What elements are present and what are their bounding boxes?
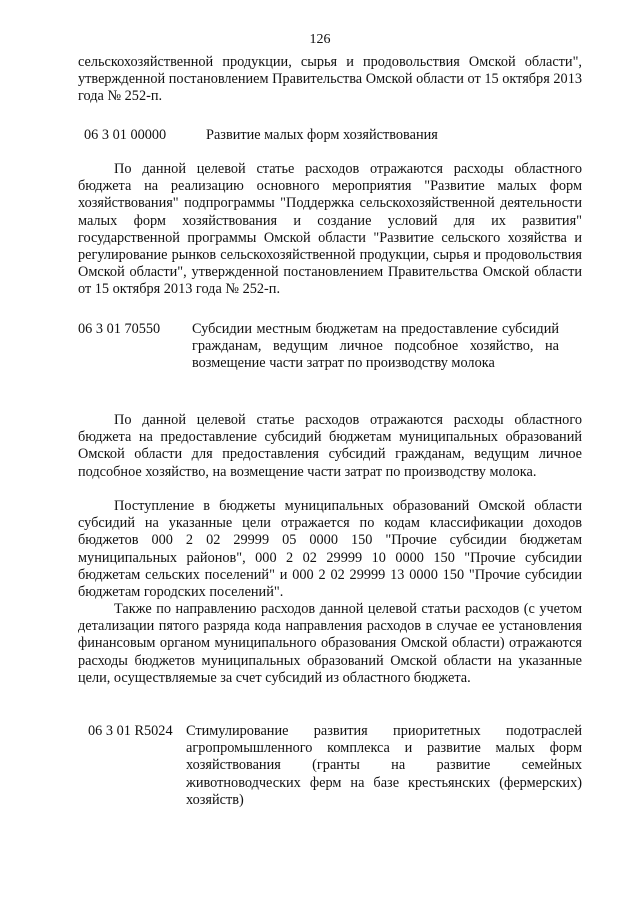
- section-heading: [78, 321, 582, 391]
- section-code: 06 3 01 R5024: [88, 723, 173, 739]
- section-paragraph: Поступление в бюджеты муниципальных образований Омской области субсидий на указанные цели отражается по кодам классификации доходов бюджетов 000 2 02 29999 05 0000 150 "Прочие субсидии бюджетам муниципальных районов", 000 2 02 29999 10 0000 150 "Прочие субсидии бюджетам сельских поселений" и 000 2 02 29999 13 0000 150 "Прочие субсидии бюджетам городских поселений".: [78, 498, 582, 601]
- section-code: 06 3 01 70550: [78, 321, 161, 337]
- section-paragraph: По данной целевой статье расходов отражаются расходы областного бюджета на реализацию основного мероприятия "Развитие малых форм хозяйствования" подпрограммы "Поддержка сельскохозяйственной деятельности малых форм хозяйствования и создание условий для их развития" государственной программы Омской области "Развитие сельского хозяйства и регулирование рынков сельскохозяйственной продукции, сырья и продовольствия Омской области", утвержденной постановлением Правительства Омской области от 15 октября 2013 года № 252-п.: [78, 161, 582, 298]
- section-title: Субсидии местным бюджетам на предоставление субсидий гражданам, ведущим личное подсобное хозяйство, на возмещение части затрат по производству молока: [192, 321, 559, 372]
- section-paragraph: Также по направлению расходов данной целевой статьи расходов (с учетом детализации пятого разряда кода направления расходов в случае ее установления финансовым органом муниципального образования Омской области) отражаются расходы бюджетов муниципальных образований Омской области на указанные цели, осуществляемые за счет субсидий из областного бюджета.: [78, 601, 582, 686]
- section-paragraph: По данной целевой статье расходов отражаются расходы областного бюджета на предоставление субсидий бюджетам муниципальных образований Омской области для предоставления субсидий гражданам, ведущим личное подсобное хозяйство, на возмещение части затрат по производству молока.: [78, 412, 582, 480]
- section-heading: [78, 723, 582, 813]
- section-code: 06 3 01 00000: [84, 127, 167, 143]
- page-number: 126: [309, 32, 331, 47]
- section-title: Стимулирование развития приоритетных подотраслей агропромышленного комплекса и развитие малых форм хозяйствования (гранты на развитие семейных животноводческих ферм на базе крестьянских (фермерских) хозяйств): [186, 723, 582, 808]
- intro-paragraph: сельскохозяйственной продукции, сырья и продовольствия Омской области", утвержденной постановлением Правительства Омской области от 15 октября 2013 года № 252-п.: [78, 54, 582, 105]
- section-heading: [78, 127, 582, 145]
- section-title: Развитие малых форм хозяйствования: [206, 127, 438, 143]
